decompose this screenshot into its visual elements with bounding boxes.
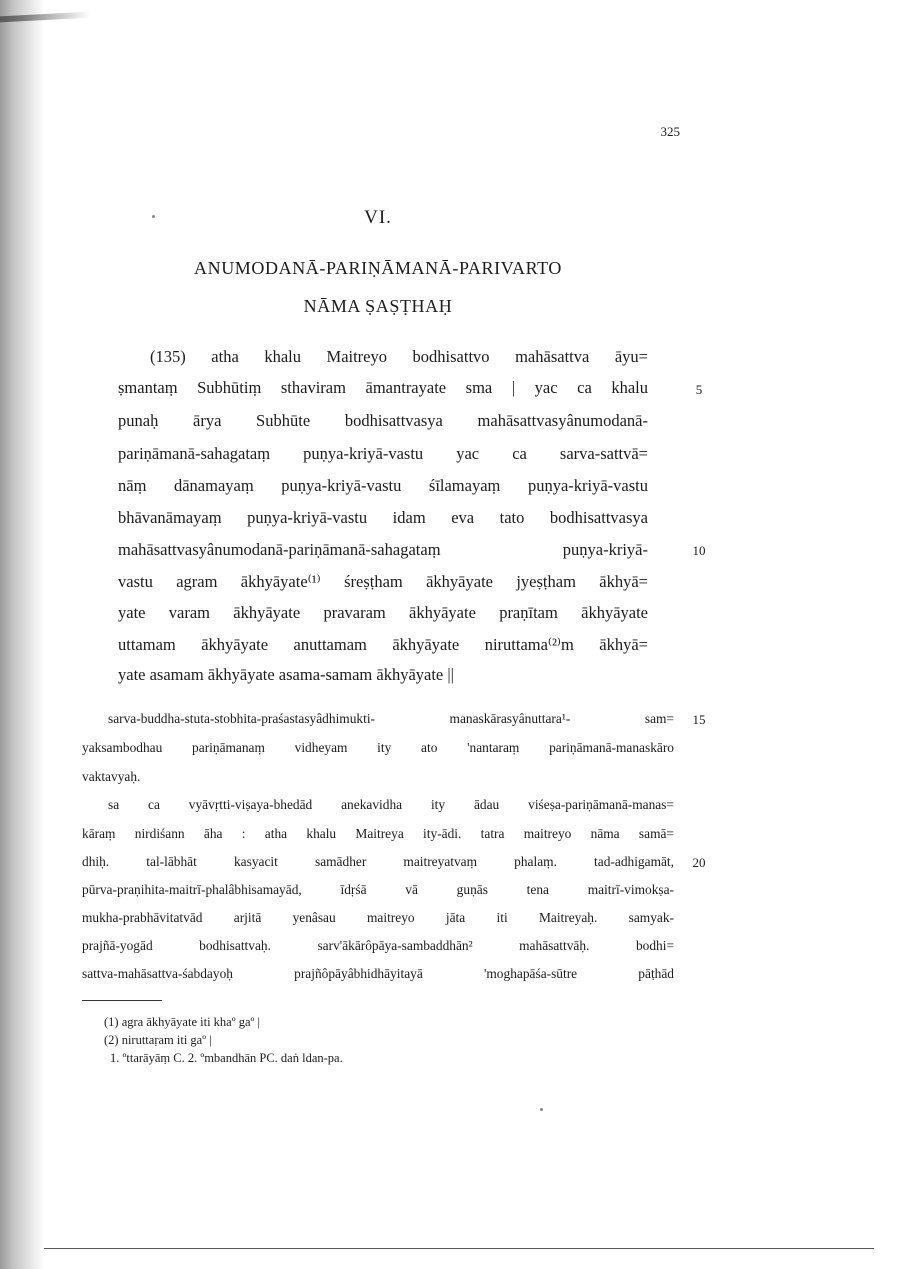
commentary-line: yaksambodhau pariṇāmanaṃ vidheyam ity ato 'nantaraṃ pariṇāmanā-manaskāro xyxy=(82,740,674,755)
main-text-line: yate asamam ākhyāyate asama-samam ākhyāyate || xyxy=(118,665,454,684)
scan-speck xyxy=(540,1108,543,1111)
chapter-number: VI. xyxy=(364,207,392,228)
footnote-rule xyxy=(82,1000,162,1001)
main-text-line: vastu agram ākhyāyate⁽¹⁾ śreṣṭham ākhyāyate jyeṣṭham ākhyā= xyxy=(118,572,648,591)
chapter-title: ANUMODANĀ-PARIṆĀMANĀ-PARIVARTO xyxy=(194,258,562,278)
main-text-line: bhāvanāmayaṃ puṇya-kriyā-vastu idam eva tato bodhisattvasya xyxy=(118,508,648,527)
page-number: 325 xyxy=(660,124,680,139)
line-number: 10 xyxy=(692,543,706,558)
commentary-line: sarva-buddha-stuta-stobhita-praśastasyâdhimukti- manaskārasyânuttara¹- sam= xyxy=(108,711,674,726)
commentary-line: mukha-prabhāvitatvād arjitā yenâsau maitreyo jāta iti Maitreyaḥ. samyak- xyxy=(82,910,674,925)
footnote: (2) niruttaṛam iti gaº | xyxy=(104,1033,212,1047)
scan-speck xyxy=(152,215,155,218)
main-text-line: ṣmantaṃ Subhūtiṃ sthaviram āmantrayate sma | yac ca khalu xyxy=(118,378,648,397)
commentary-line: vaktavyaḥ. xyxy=(82,769,141,784)
line-number: 5 xyxy=(695,382,703,397)
main-text-line: (135) atha khalu Maitreyo bodhisattvo mahāsattva āyu= xyxy=(150,347,648,366)
main-text-line: nāṃ dānamayaṃ puṇya-kriyā-vastu śīlamayaṃ puṇya-kriyā-vastu xyxy=(118,476,648,495)
line-number: 15 xyxy=(692,712,706,727)
commentary-line: prajñā-yogād bodhisattvaḥ. sarv'ākārôpāya-sambaddhān² mahāsattvāḥ. bodhi= xyxy=(82,938,674,953)
commentary-line: sa ca vyāvṛtti-viṣaya-bhedād anekavidha ity ādau viśeṣa-pariṇāmanā-manas= xyxy=(108,797,674,812)
footnote: 1. ºttarāyāṃ C. 2. ºmbandhān PC. daṅ ldan-pa. xyxy=(110,1051,343,1065)
scan-bottom-edge xyxy=(44,1248,874,1249)
footnote: (1) agra ākhyāyate iti khaº gaº | xyxy=(104,1015,261,1029)
scanned-page-edge xyxy=(0,0,44,1269)
main-text-line: mahāsattvasyânumodanā-pariṇāmanā-sahagataṃ puṇya-kriyā- xyxy=(118,540,648,559)
commentary-line: sattva-mahāsattva-śabdayoḥ prajñôpāyâbhidhāyitayā 'moghapāśa-sūtre pāṭhād xyxy=(82,966,674,981)
main-text-line: pariṇāmanā-sahagataṃ puṇya-kriyā-vastu yac ca sarva-sattvā= xyxy=(118,444,648,463)
main-text-line: uttamam ākhyāyate anuttamam ākhyāyate niruttama⁽²⁾m ākhyā= xyxy=(118,635,648,654)
commentary-line: pūrva-praṇihita-maitrī-phalâbhisamayād, īdṛśā vā guṇās tena maitrī-vimokṣa- xyxy=(82,882,674,897)
main-text-line: punaḥ ārya Subhūte bodhisattvasya mahāsattvasyânumodanā- xyxy=(118,411,648,430)
main-text-line: yate varam ākhyāyate pravaram ākhyāyate praṇītam ākhyāyate xyxy=(118,603,648,622)
commentary-line: kāraṃ nirdiśann āha : atha khalu Maitreya ity-ādi. tatra maitreyo nāma samā= xyxy=(82,826,674,841)
line-number: 20 xyxy=(692,855,706,870)
commentary-line: dhiḥ. tal-lābhāt kasyacit samādher maitreyatvaṃ phalaṃ. tad-adhigamāt, xyxy=(82,854,674,869)
chapter-subtitle: NĀMA ṢAṢṬHAḤ xyxy=(303,296,453,316)
